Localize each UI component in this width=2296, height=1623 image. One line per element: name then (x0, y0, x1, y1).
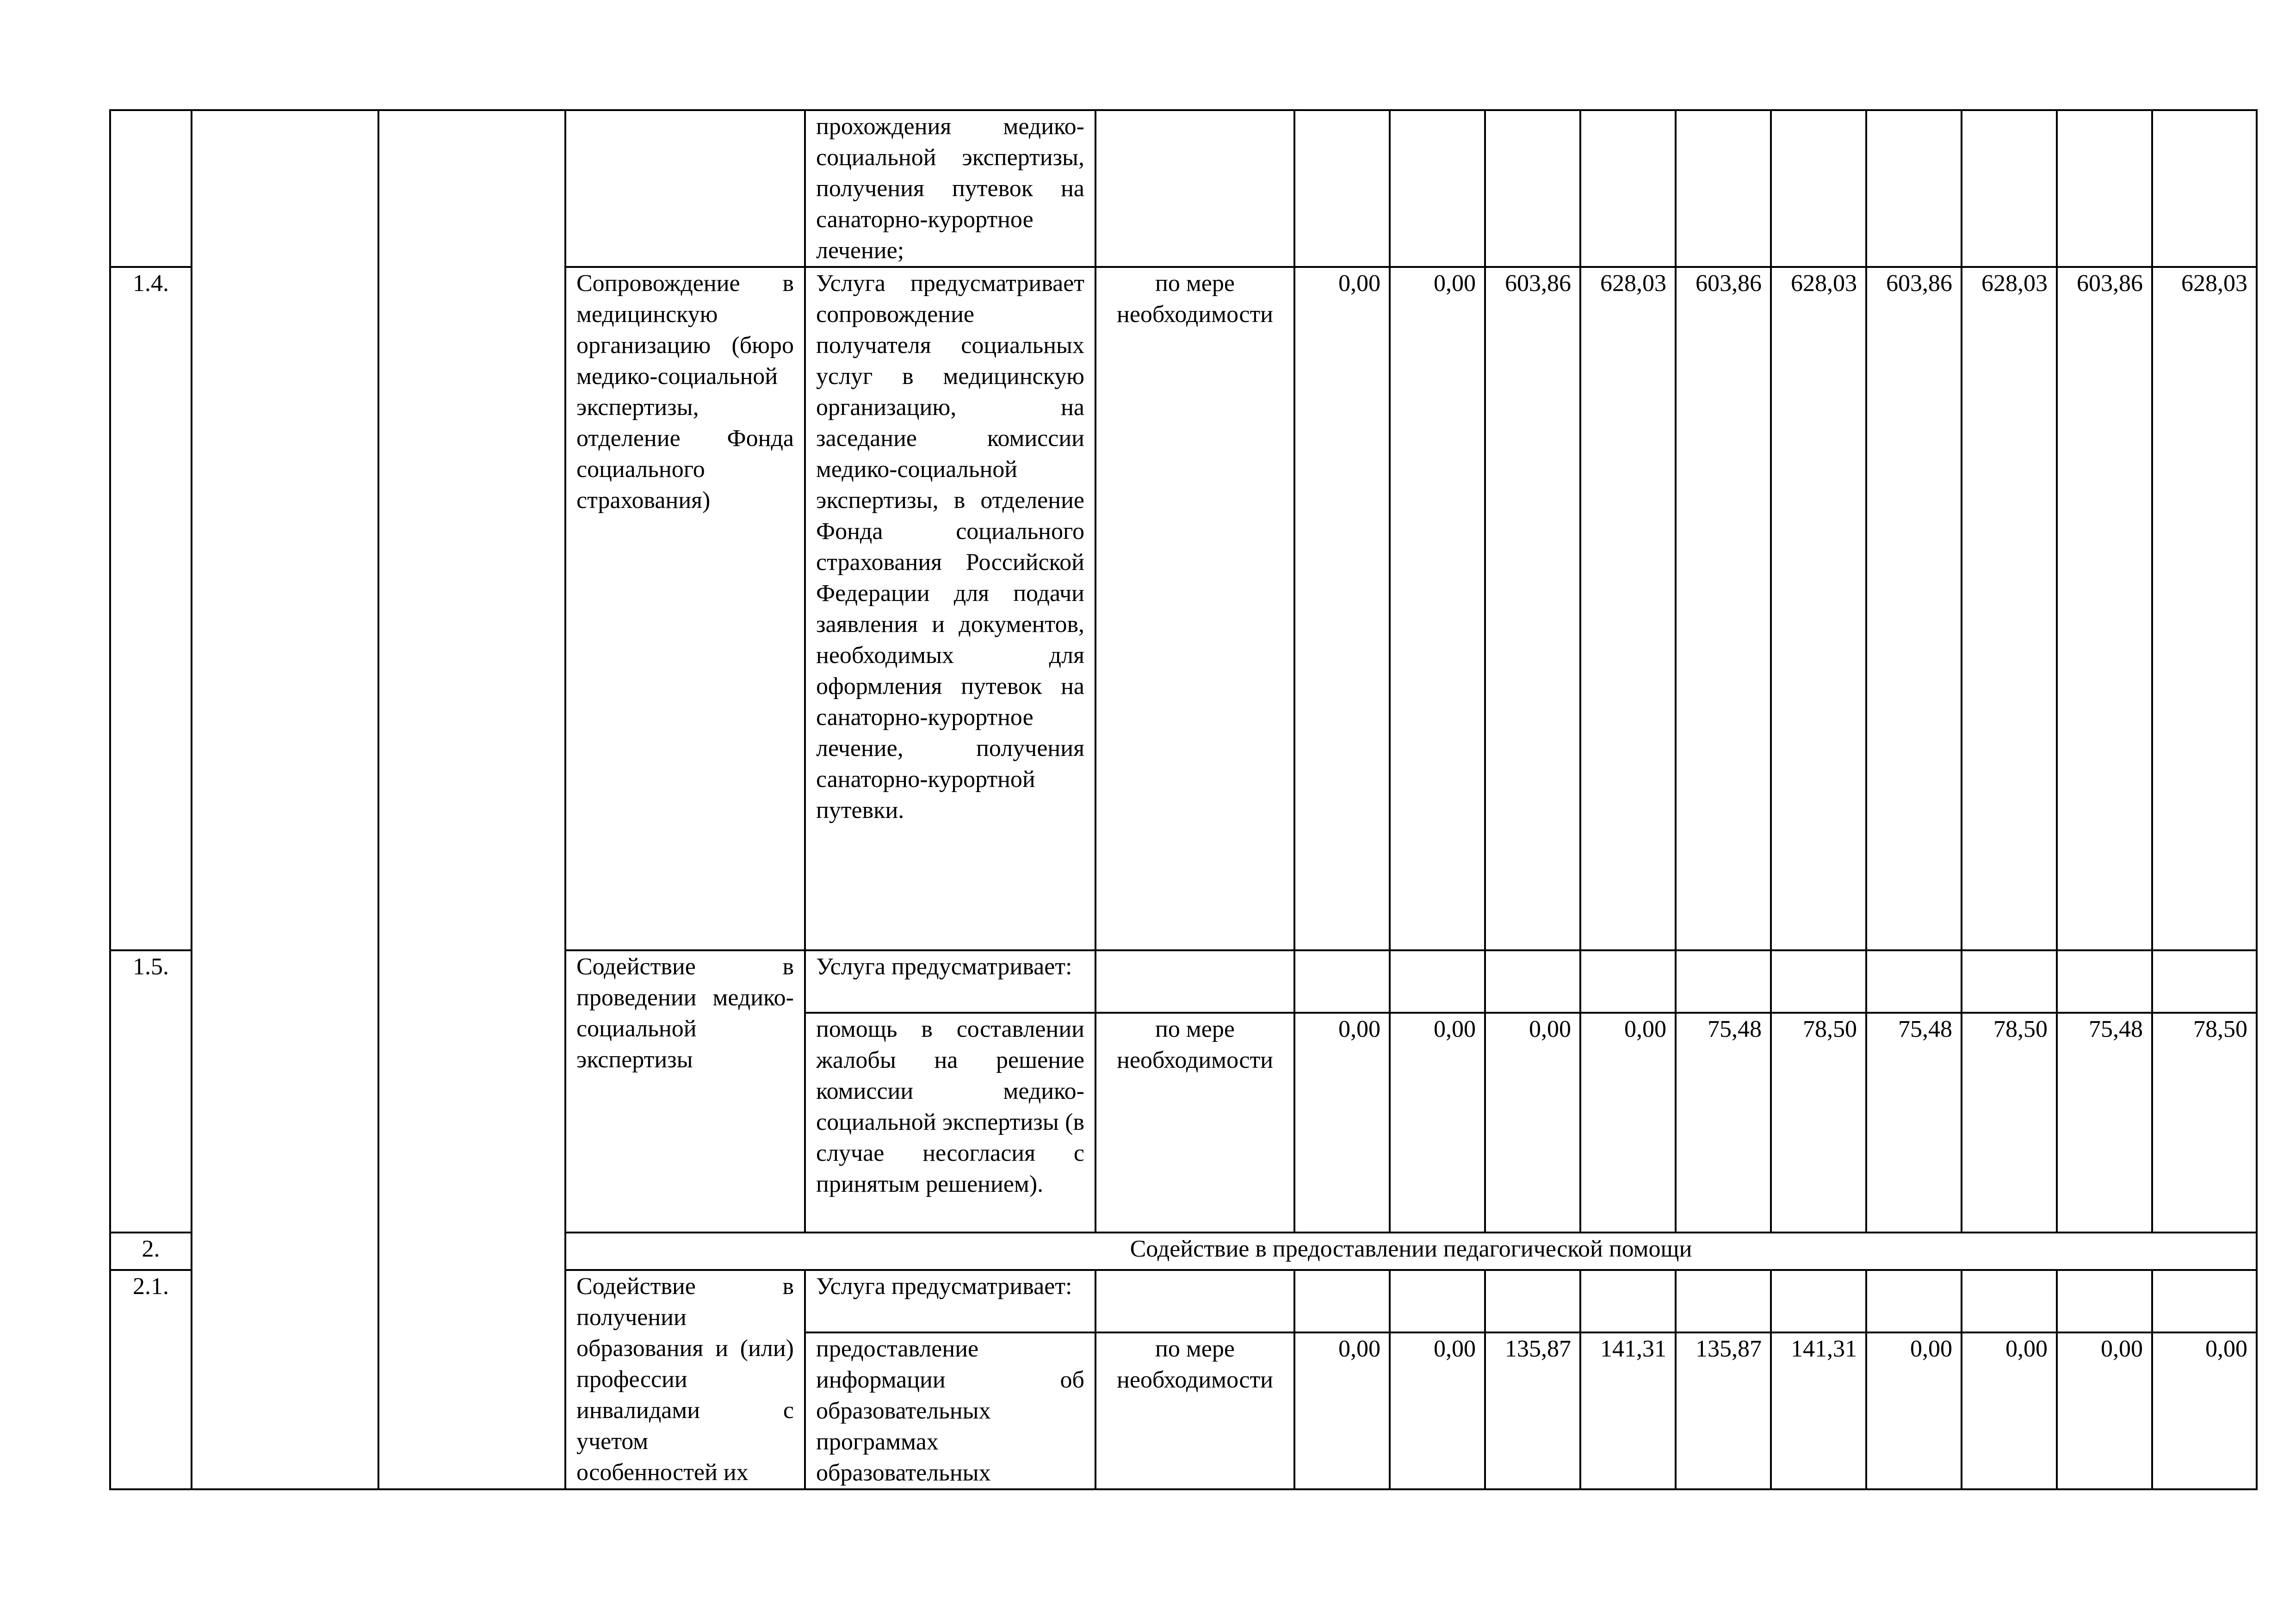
value-cell: 0,00 (1390, 1332, 1485, 1489)
value-cell: 141,31 (1580, 1332, 1676, 1489)
value-cell (1294, 1270, 1390, 1332)
value-cell (2152, 110, 2257, 267)
value-cell (1390, 1270, 1485, 1332)
value-cell: 0,00 (1390, 267, 1485, 950)
value-cell: 628,03 (2152, 267, 2257, 950)
value-cell: 603,86 (1866, 267, 1962, 950)
value-cell: 75,48 (1676, 1013, 1771, 1233)
value-cell: 0,00 (2152, 1332, 2257, 1489)
value-cell: 628,03 (1962, 267, 2057, 950)
value-cell (1580, 950, 1676, 1013)
service-description-intro: Услуга предусматривает: (805, 1270, 1095, 1332)
value-cell (1771, 1270, 1866, 1332)
value-cell (1580, 110, 1676, 267)
value-cell (2057, 1270, 2152, 1332)
services-table (109, 109, 2258, 1490)
value-cell (1580, 1270, 1676, 1332)
frequency-cell (1095, 950, 1294, 1013)
value-cell (1676, 950, 1771, 1013)
service-name: Содействие в получении образования и (или) профессии инвалидами с учетом особенностей их (565, 1270, 805, 1489)
value-cell (1485, 1270, 1580, 1332)
value-cell (1294, 110, 1390, 267)
value-cell (1390, 110, 1485, 267)
value-cell (1962, 950, 2057, 1013)
frequency-cell (1095, 110, 1294, 267)
row-number-cell (110, 110, 192, 267)
value-cell (1485, 950, 1580, 1013)
value-cell (1866, 1270, 1962, 1332)
value-cell: 0,00 (1485, 1013, 1580, 1233)
value-cell: 78,50 (1962, 1013, 2057, 1233)
value-cell: 0,00 (1294, 1013, 1390, 1233)
service-frequency: по мере необходимости (1095, 1013, 1294, 1233)
service-description: предоставление информации об образовательных программах образовательных (805, 1332, 1095, 1489)
value-cell: 78,50 (1771, 1013, 1866, 1233)
value-cell: 75,48 (1866, 1013, 1962, 1233)
value-cell: 0,00 (2057, 1332, 2152, 1489)
row-number: 1.5. (110, 950, 192, 1233)
value-cell: 603,86 (1485, 267, 1580, 950)
service-description: помощь в составлении жалобы на решение комиссии медико-социальной экспертизы (в случае несогласия с принятым решением). (805, 1013, 1095, 1233)
value-cell: 78,50 (2152, 1013, 2257, 1233)
table-row (110, 110, 2257, 267)
value-cell (1866, 110, 1962, 267)
service-frequency: по мере необходимости (1095, 1332, 1294, 1489)
section-title: Содействие в предоставлении педагогической помощи (565, 1233, 2257, 1270)
value-cell (1676, 110, 1771, 267)
value-cell: 0,00 (1962, 1332, 2057, 1489)
value-cell: 603,86 (2057, 267, 2152, 950)
service-name: Сопровождение в медицинскую организацию (бюро медико-социальной экспертизы, отделение Фонда социального страхования) (565, 267, 805, 950)
service-frequency: по мере необходимости (1095, 267, 1294, 950)
value-cell: 135,87 (1485, 1332, 1580, 1489)
value-cell (1962, 110, 2057, 267)
value-cell: 603,86 (1676, 267, 1771, 950)
value-cell: 628,03 (1580, 267, 1676, 950)
value-cell (1866, 950, 1962, 1013)
value-cell (2152, 1270, 2257, 1332)
value-cell (1771, 950, 1866, 1013)
value-cell (1294, 950, 1390, 1013)
value-cell (1390, 950, 1485, 1013)
value-cell: 141,31 (1771, 1332, 1866, 1489)
merged-empty-column-cell (378, 110, 565, 1489)
service-description-intro: Услуга предусматривает: (805, 950, 1095, 1013)
value-cell: 135,87 (1676, 1332, 1771, 1489)
value-cell (1485, 110, 1580, 267)
value-cell (1771, 110, 1866, 267)
value-cell (2057, 950, 2152, 1013)
value-cell: 0,00 (1390, 1013, 1485, 1233)
value-cell: 0,00 (1294, 1332, 1390, 1489)
value-cell: 0,00 (1866, 1332, 1962, 1489)
value-cell (1962, 1270, 2057, 1332)
merged-empty-column-cell (192, 110, 378, 1489)
row-number: 1.4. (110, 267, 192, 950)
frequency-cell (1095, 1270, 1294, 1332)
row-number: 2.1. (110, 1270, 192, 1489)
service-name-cell (565, 110, 805, 267)
value-cell: 628,03 (1771, 267, 1866, 950)
service-description: прохождения медико-социальной экспертизы, получения путевок на санаторно-курортное лечение; (805, 110, 1095, 267)
value-cell (2152, 950, 2257, 1013)
value-cell (1676, 1270, 1771, 1332)
service-name: Содействие в проведении медико-социальной экспертизы (565, 950, 805, 1233)
value-cell (2057, 110, 2152, 267)
value-cell: 75,48 (2057, 1013, 2152, 1233)
section-number: 2. (110, 1233, 192, 1270)
service-description: Услуга предусматривает сопровождение получателя социальных услуг в медицинскую организацию, на заседание комиссии медико-социальной экспертизы, в отделение Фонда социального страхования Российской Федерации для подачи заявления и документов, необходимых для оформления путевок на санаторно-курортное лечение, получения санаторно-курортной путевки. (805, 267, 1095, 950)
value-cell: 0,00 (1294, 267, 1390, 950)
value-cell: 0,00 (1580, 1013, 1676, 1233)
